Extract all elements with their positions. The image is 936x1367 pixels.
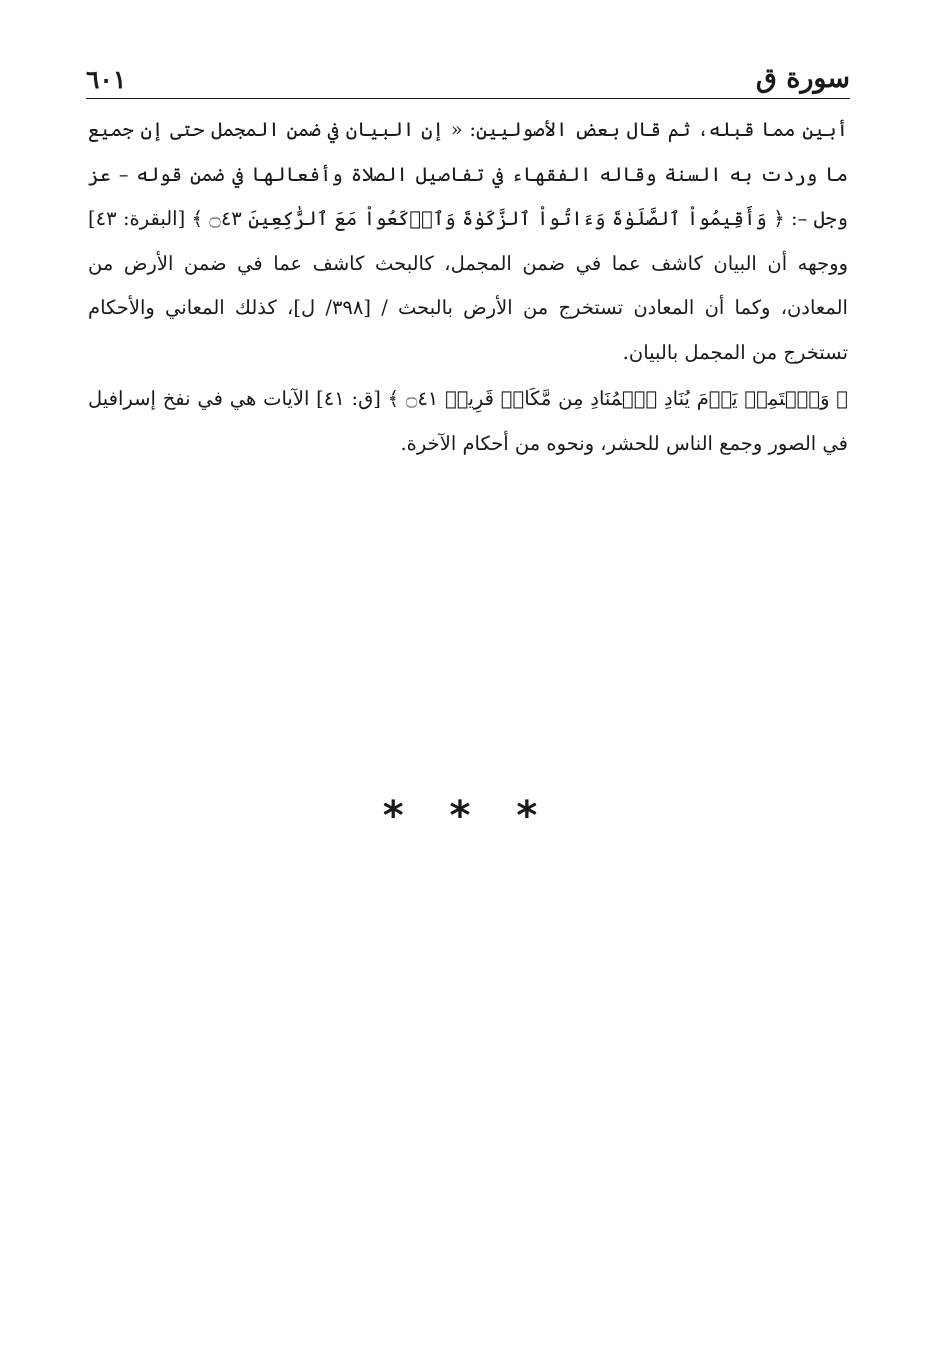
section-separator: * * * <box>382 793 554 839</box>
running-title: سورة ق <box>755 63 850 94</box>
page-header <box>86 40 850 99</box>
body-text <box>88 108 848 466</box>
paragraph-1: أبين مما قبله، ثم قال بعض الأصوليين: « إن البيان في ضمن المجمل حتى إن جميع ما وردت به السنة وقاله الفقهاء في تفاصيل الصلاة وأفعالها في ضمن قوله – عز وجل –: ﴿ وَأَقِيمُواْ ٱلصَّلَوٰةَ وَءَاتُواْ ٱلزَّكَوٰةَ وَٱرۡكَعُواْ مَعَ ٱلرَّٰكِعِينَ ۝٤٣ ﴾ [البقرة: ٤٣] ووجهه أن البيان كاشف عما في ضمن المجمل، كالبحث كاشف عما في ضمن الأرض من المعادن، وكما أن المعادن تستخرج من الأرض بالبحث / [٣٩٨/ ل]، كذلك المعاني والأحكام تستخرج من المجمل بالبيان. <box>88 118 848 364</box>
page-number: ٦٠١ <box>86 65 127 94</box>
paragraph-2: ﴿ وَٱسۡتَمِعۡ يَوۡمَ يُنَادِ ٱلۡمُنَادِ مِن مَّكَانٖ قَرِيبٖ ۝٤١ ﴾ [ق: ٤١] الآيات هي في نفخ إسرافيل في الصور وجمع الناس للحشر، ونحوه من أحكام الآخرة. <box>88 387 848 455</box>
